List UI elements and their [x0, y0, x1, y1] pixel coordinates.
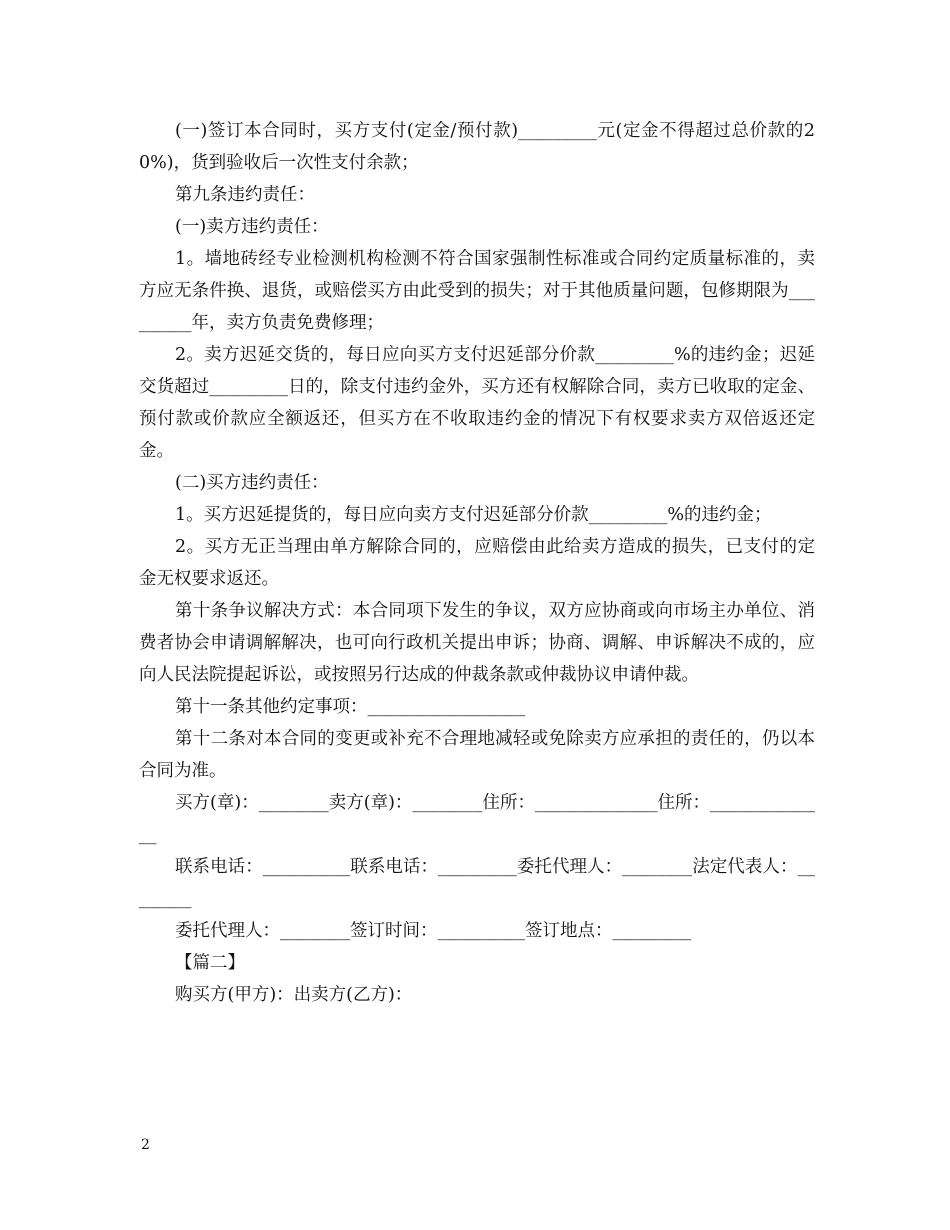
paragraph-parties-part-2: 购买方(甲方)：出卖方(乙方)：	[175, 985, 413, 1005]
page-number: 2	[141, 1137, 150, 1153]
paragraph-seller-delay: 2。卖方迟延交货的，每日应向买方支付迟延部分价款_________%的违约金；迟延交货超过_________日的，除支付违约金外，买方还有权解除合同，卖方已收取的定金、预付款或价款应全额返还，但买方在不收取违约金的情况下有权要求卖方双倍返还定金。	[139, 345, 815, 461]
signature-date-place: 委托代理人：________签订时间：__________签订地点：_________	[175, 921, 692, 941]
section-heading-part-2: 【篇二】	[175, 953, 245, 973]
paragraph-seller-quality: 1。墙地砖经专业检测机构检测不符合国家强制性标准或合同约定质量标准的，卖方应无条件换、退货，或赔偿买方由此受到的损失；对于其他质量问题，包修期限为_________年，卖方负责免费修理；	[139, 249, 815, 333]
document-body	[139, 115, 815, 1011]
paragraph-article-12: 第十二条对本合同的变更或补充不合理地减轻或免除卖方应承担的责任的，仍以本合同为准。	[139, 729, 815, 781]
heading-seller-liability: (一)卖方违约责任：	[175, 217, 329, 237]
signature-parties: 买方(章)：________卖方(章)：________住所：______________住所：______________	[139, 793, 815, 845]
heading-article-9: 第九条违约责任：	[175, 185, 315, 205]
heading-buyer-liability: (二)买方违约责任：	[175, 473, 329, 493]
paragraph-article-10: 第十条争议解决方式：本合同项下发生的争议，双方应协商或向市场主办单位、消费者协会申请调解解决，也可向行政机关提出申诉；协商、调解、申诉解决不成的，应向人民法院提起诉讼，或按照另行达成的仲裁条款或仲裁协议申请仲裁。	[139, 601, 815, 685]
paragraph-buyer-termination: 2。买方无正当理由单方解除合同的，应赔偿由此给卖方造成的损失，已支付的定金无权要求返还。	[139, 537, 815, 589]
paragraph-deposit-payment: (一)签订本合同时，买方支付(定金/预付款)_________元(定金不得超过总价款的20%)，货到验收后一次性支付余款；	[139, 121, 815, 173]
paragraph-article-11: 第十一条其他约定事项：__________________	[175, 697, 525, 717]
signature-contacts: 联系电话：__________联系电话：_________委托代理人：________法定代表人：________	[139, 857, 815, 909]
paragraph-buyer-delay: 1。买方迟延提货的，每日应向卖方支付迟延部分价款_________%的违约金；	[175, 505, 772, 525]
